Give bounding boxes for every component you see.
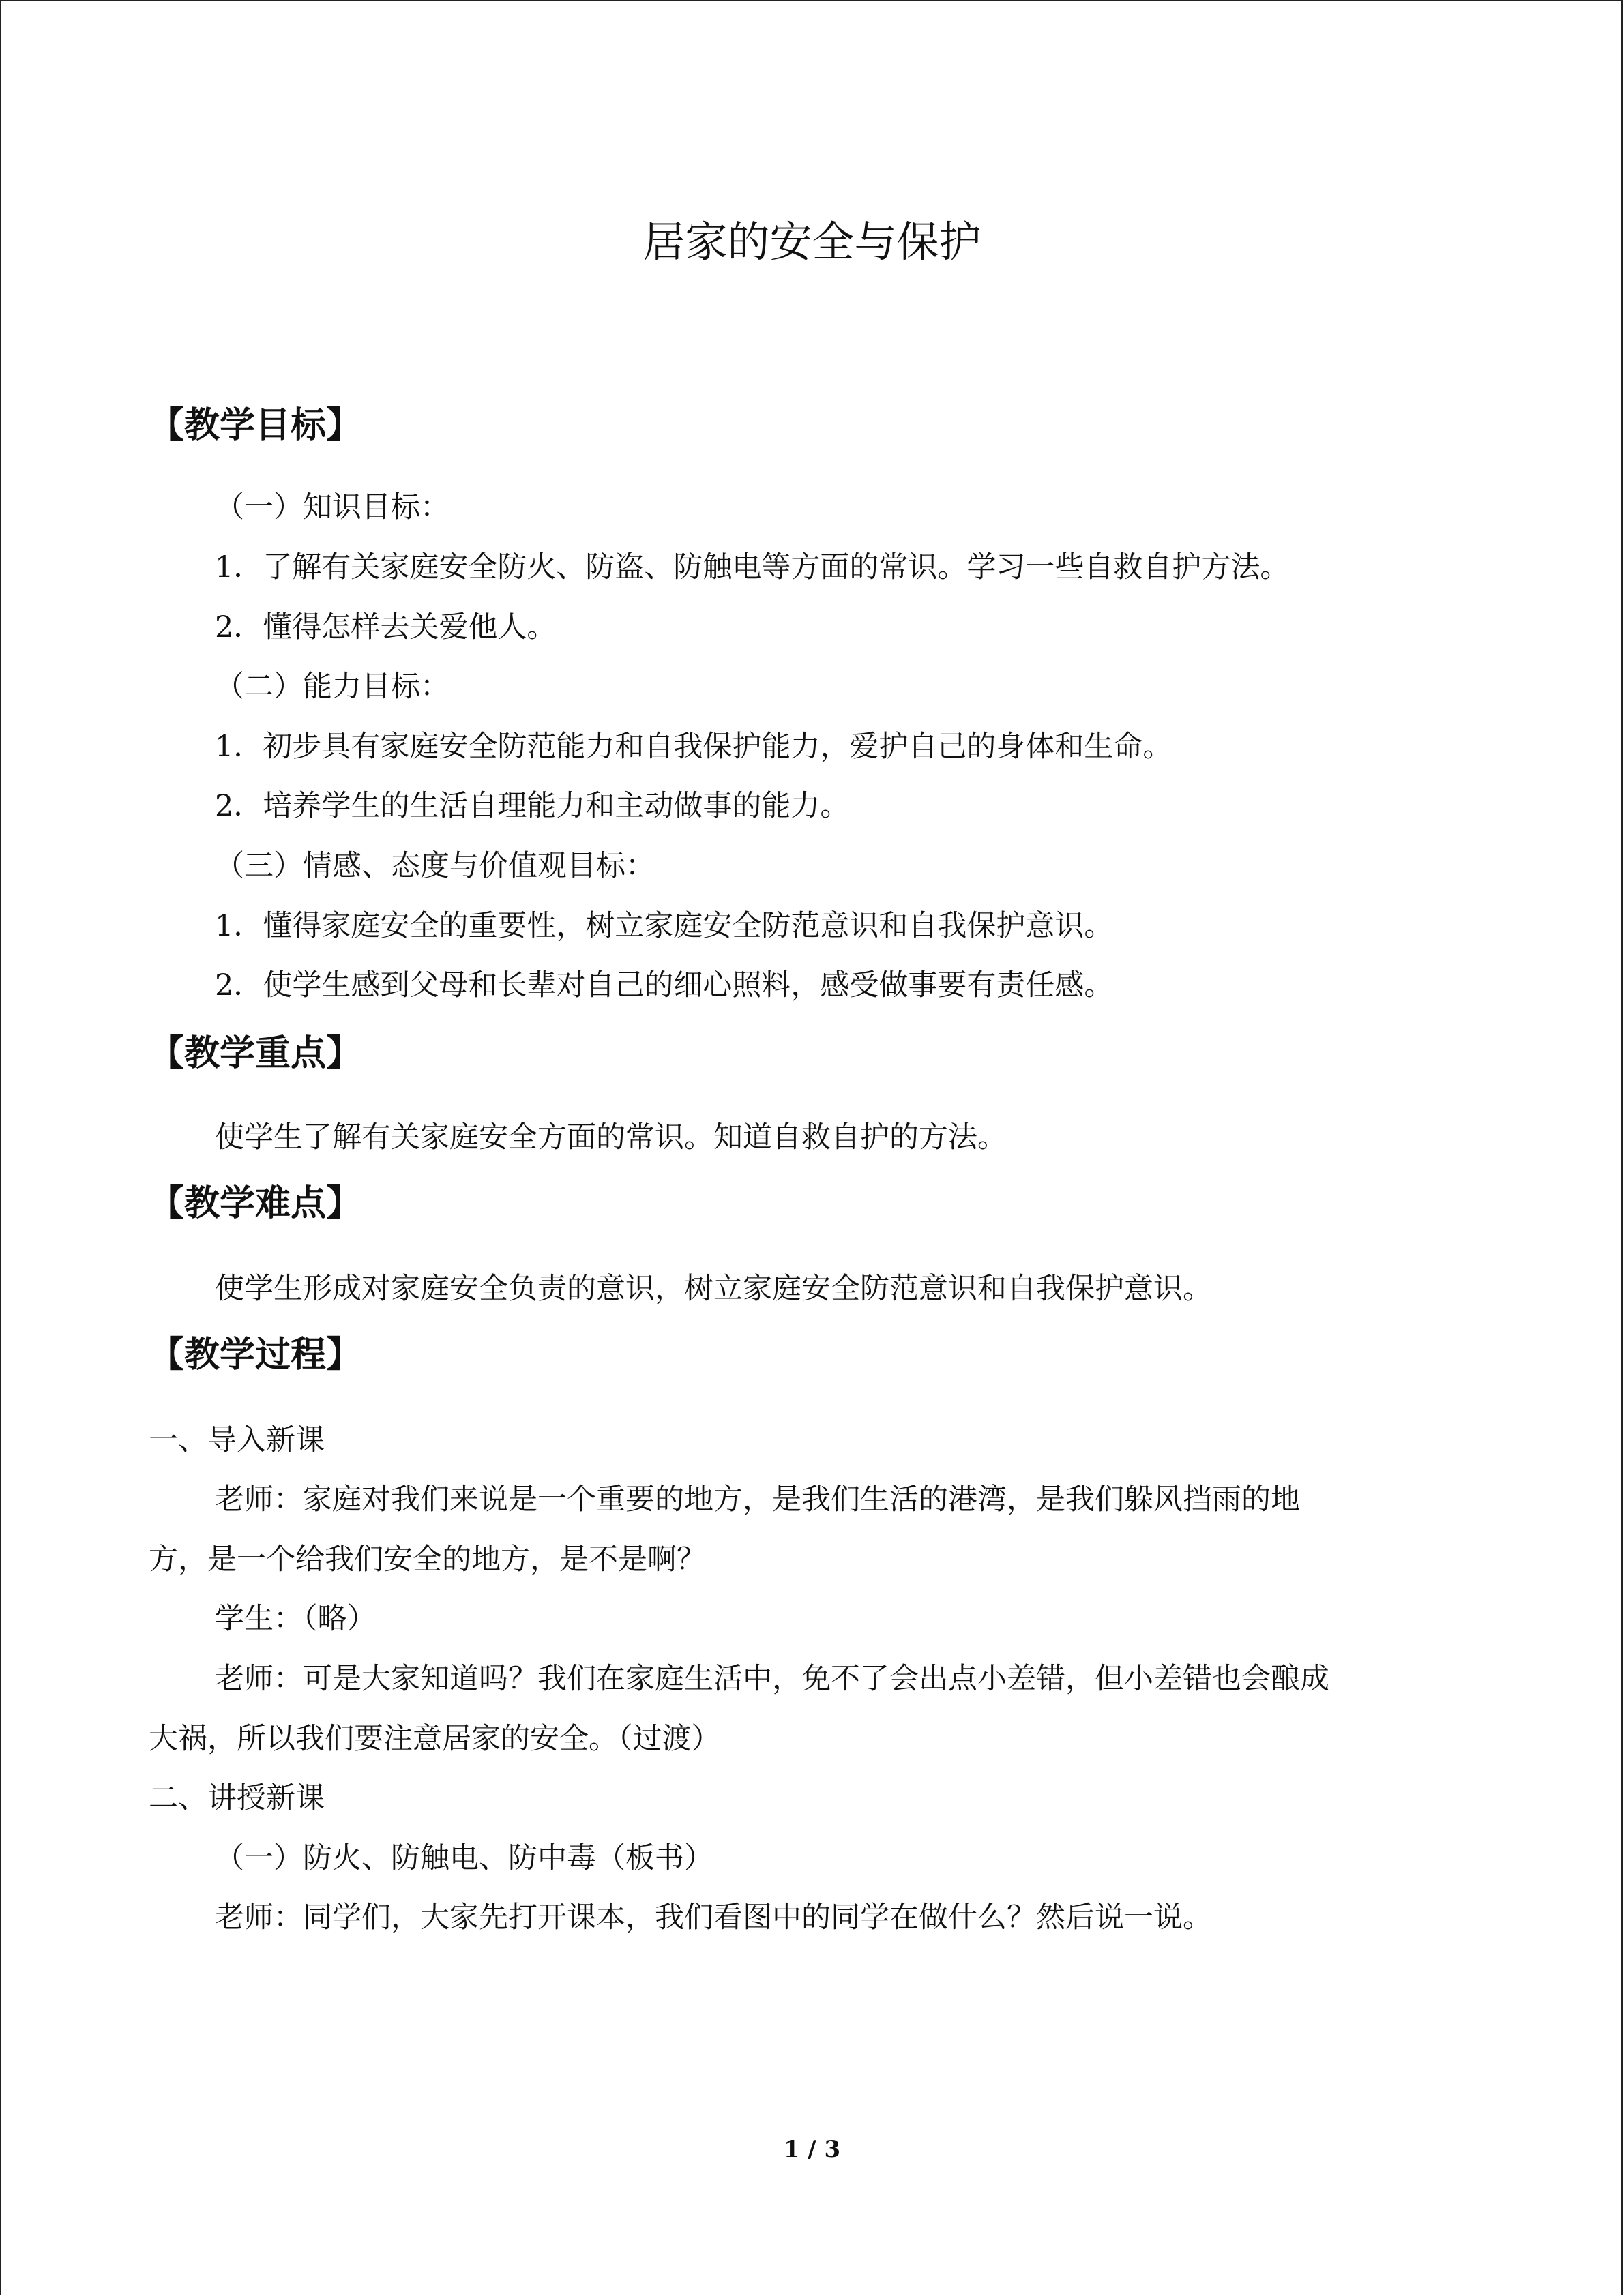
intro-teacher-line-2b: 大祸，所以我们要注意居家的安全。（过渡） (149, 1722, 721, 1756)
ability-objective-2: 2．培养学生的生活自理能力和主动做事的能力。 (215, 789, 850, 823)
emotion-objective-1: 1．懂得家庭安全的重要性，树立家庭安全防范意识和自我保护意识。 (215, 909, 1114, 943)
intro-student-line: 学生：（略） (215, 1602, 377, 1636)
lesson-heading: 二、讲授新课 (149, 1781, 325, 1815)
knowledge-objective-1: 1．了解有关家庭安全防火、防盗、防触电等方面的常识。学习一些自救自护方法。 (215, 550, 1290, 584)
intro-teacher-line-2a: 老师：可是大家知道吗？我们在家庭生活中，免不了会出点小差错，但小差错也会酿成 (215, 1662, 1329, 1696)
key-points-text: 使学生了解有关家庭安全方面的常识。知道自救自护的方法。 (215, 1120, 1007, 1154)
intro-teacher-line-1b: 方，是一个给我们安全的地方，是不是啊？ (149, 1542, 706, 1577)
difficulties-text: 使学生形成对家庭安全负责的意识，树立家庭安全防范意识和自我保护意识。 (215, 1272, 1212, 1306)
lesson-teacher-line-1: 老师：同学们，大家先打开课本，我们看图中的同学在做什么？然后说一说。 (215, 1900, 1212, 1935)
emotion-objectives-heading: （三）情感、态度与价值观目标： (215, 849, 655, 883)
document-title: 居家的安全与保护 (643, 217, 981, 267)
emotion-objective-2: 2．使学生感到父母和长辈对自己的细心照料，感受做事要有责任感。 (215, 968, 1114, 1002)
lesson-subheading-1: （一）防火、防触电、防中毒（板书） (215, 1841, 713, 1875)
knowledge-objective-2: 2．懂得怎样去关爱他人。 (215, 610, 557, 644)
intro-heading: 一、导入新课 (149, 1423, 325, 1457)
knowledge-objectives-heading: （一）知识目标： (215, 490, 449, 524)
section-heading-difficulties: 【教学难点】 (149, 1183, 362, 1224)
ability-objectives-heading: （二）能力目标： (215, 670, 449, 704)
section-heading-key-points: 【教学重点】 (149, 1033, 362, 1074)
intro-teacher-line-1a: 老师：家庭对我们来说是一个重要的地方，是我们生活的港湾，是我们躲风挡雨的地 (215, 1482, 1300, 1517)
ability-objective-1: 1．初步具有家庭安全防范能力和自我保护能力，爱护自己的身体和生命。 (215, 730, 1172, 764)
page-number: 1 / 3 (783, 2136, 841, 2163)
section-heading-objectives: 【教学目标】 (149, 405, 362, 446)
section-heading-process: 【教学过程】 (149, 1335, 362, 1375)
